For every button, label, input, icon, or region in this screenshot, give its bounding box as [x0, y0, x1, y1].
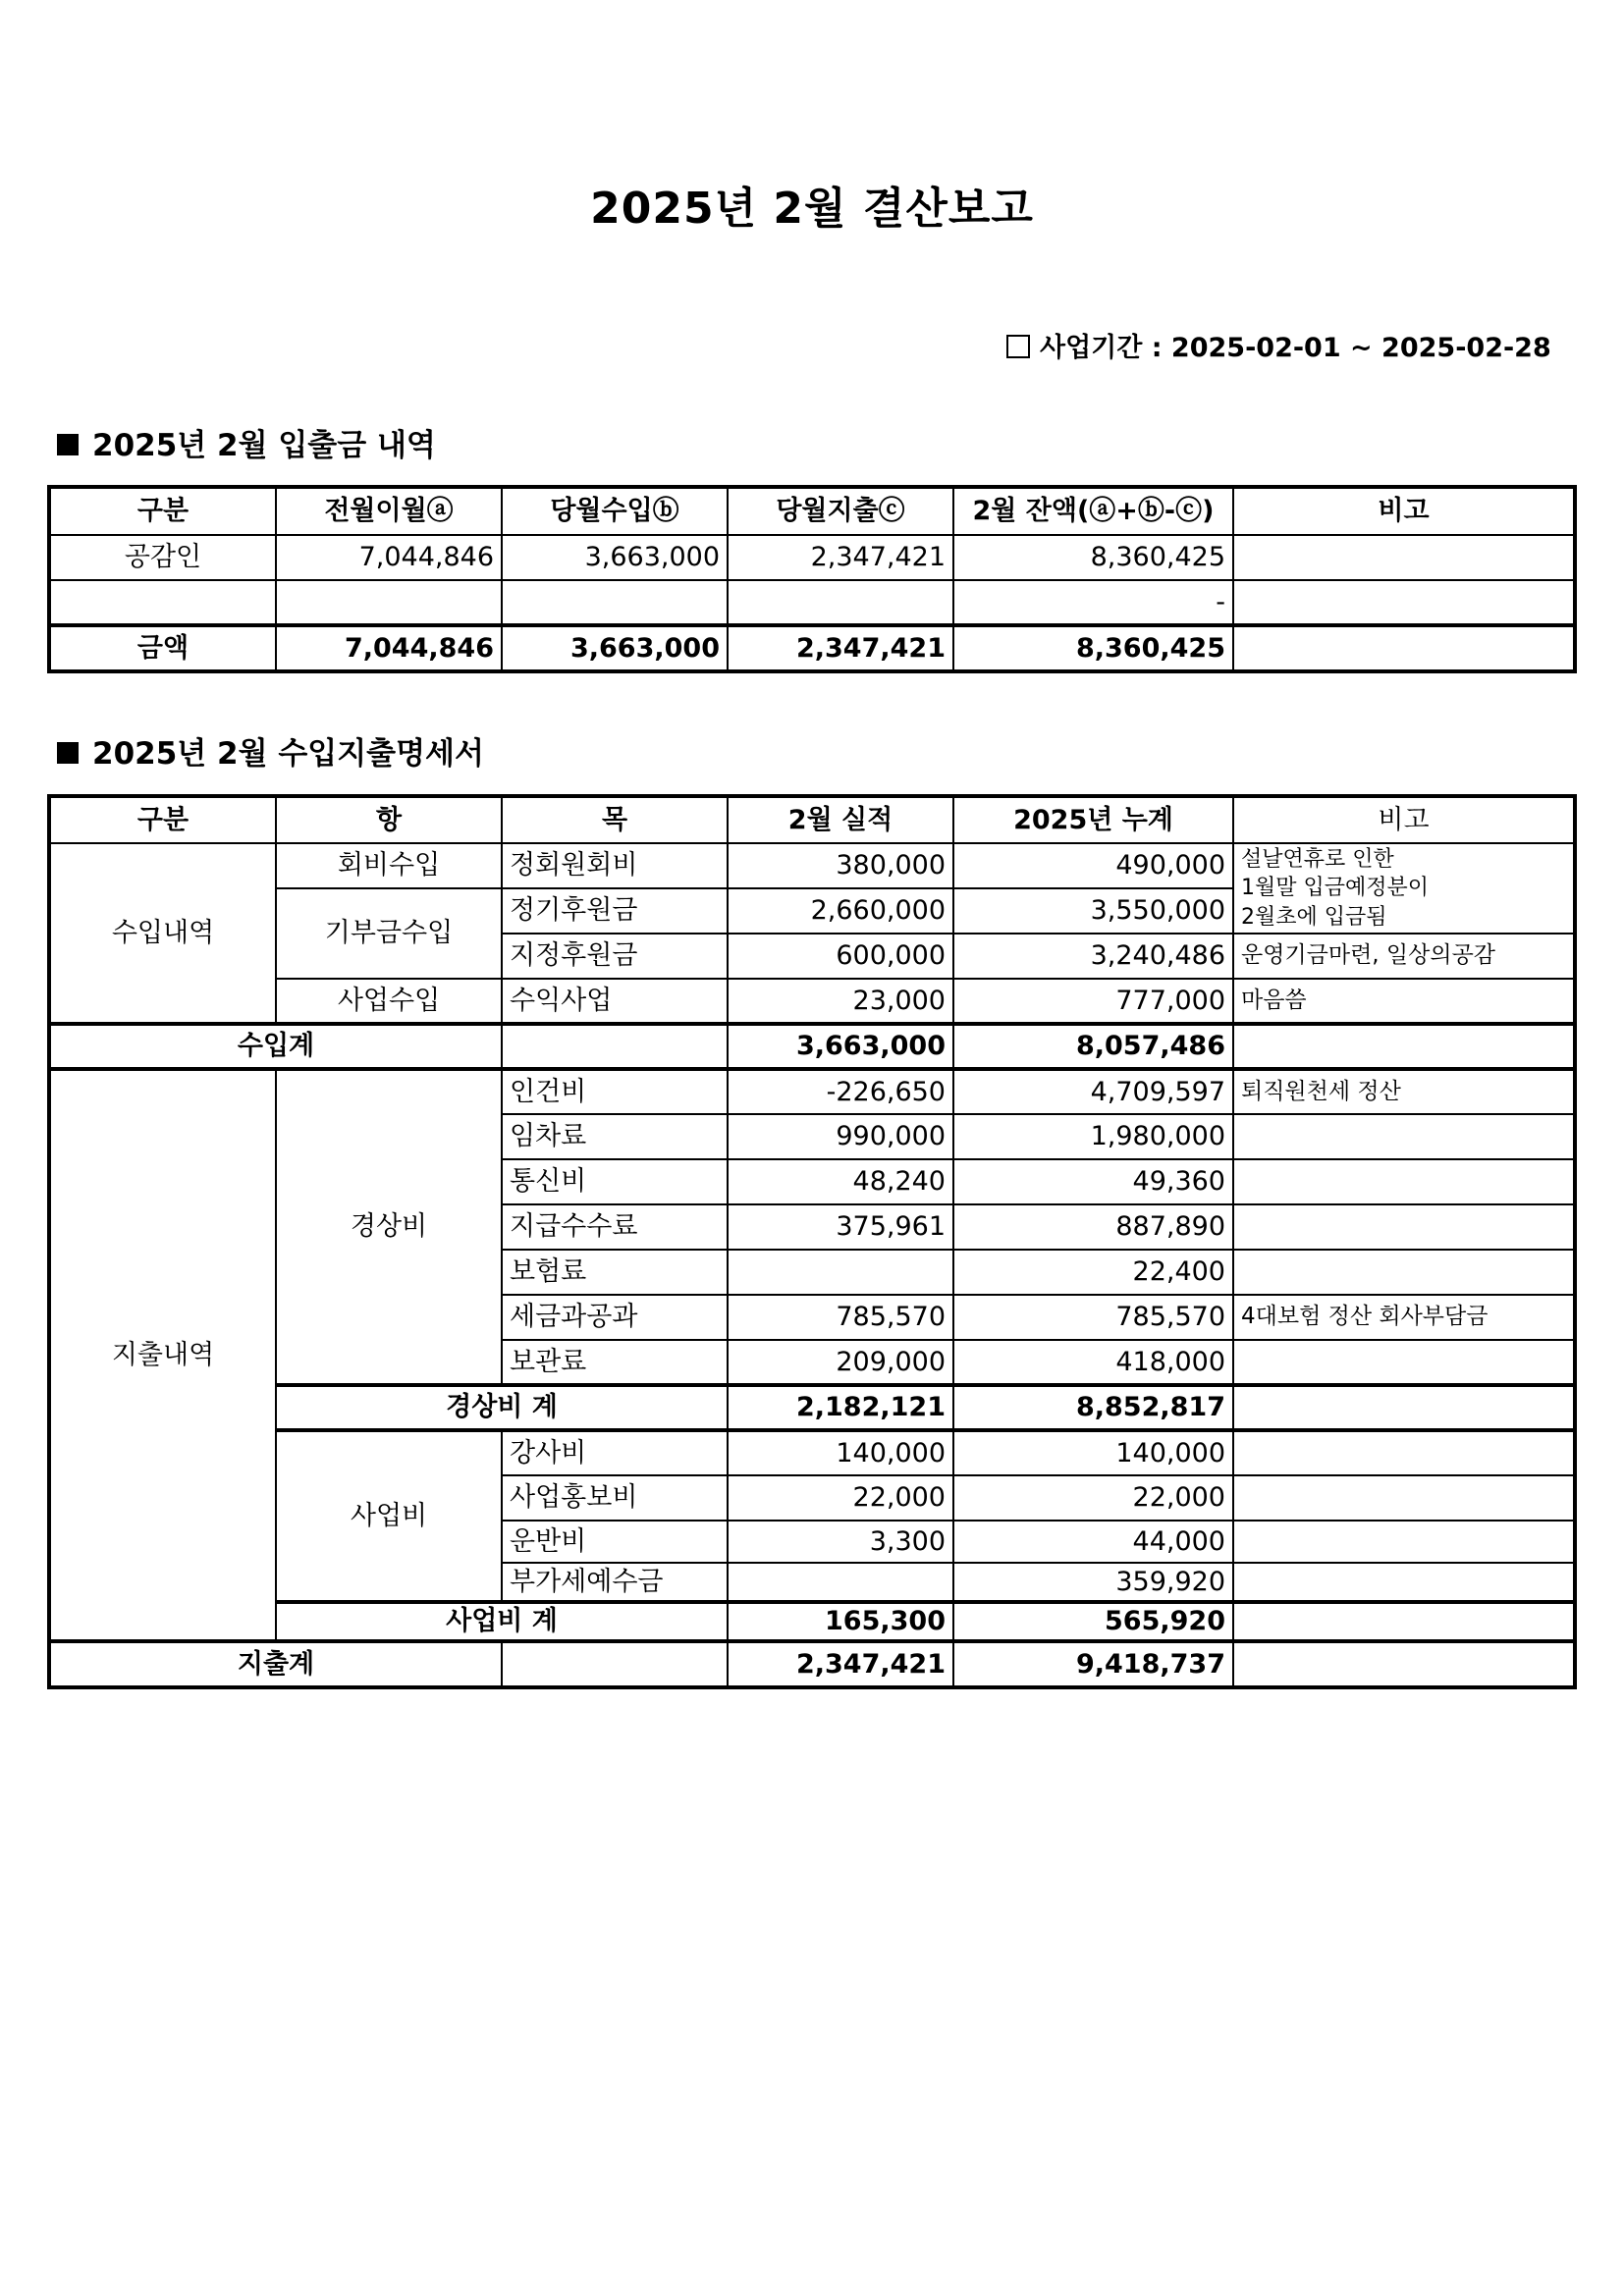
- ytd-total: 4,709,597: [953, 1069, 1233, 1114]
- month-actual: 140,000: [728, 1430, 953, 1475]
- table-header-row: [50, 488, 1574, 535]
- expense-total-remarks: [1233, 1641, 1574, 1686]
- business-subtotal-row: [50, 1602, 1574, 1641]
- ytd-total: 44,000: [953, 1521, 1233, 1563]
- item-name: 지급수수료: [502, 1204, 728, 1250]
- ytd-total: 140,000: [953, 1430, 1233, 1475]
- cell-remarks: [1233, 535, 1574, 580]
- header-ytd: 2025년 누계: [953, 797, 1233, 843]
- ytd-total: 22,000: [953, 1475, 1233, 1521]
- income-total-label: 수입계: [50, 1024, 502, 1069]
- table-row: [50, 535, 1574, 580]
- income-expense-table: [49, 796, 1575, 1687]
- cell-carryover: 7,044,846: [276, 535, 502, 580]
- cell-balance: -: [953, 580, 1233, 625]
- header-income: 당월수입ⓑ: [502, 488, 728, 535]
- operating-subtotal-remarks: [1233, 1385, 1574, 1430]
- black-square-icon: [57, 434, 79, 455]
- cell-category: 공감인: [50, 535, 276, 580]
- table-row: [50, 1430, 1574, 1475]
- table-row: [50, 1069, 1574, 1114]
- month-actual: 2,660,000: [728, 888, 953, 934]
- item-name: 임차료: [502, 1114, 728, 1159]
- header-remarks: 비고: [1233, 797, 1574, 843]
- month-actual: 380,000: [728, 843, 953, 888]
- expense-total-row: [50, 1641, 1574, 1686]
- remark: [1233, 1521, 1574, 1563]
- income-group: 사업수입: [276, 979, 502, 1024]
- income-category: 수입내역: [50, 843, 276, 1024]
- business-subtotal-month: 165,300: [728, 1602, 953, 1641]
- remark: [1233, 1250, 1574, 1295]
- cell-income: [502, 580, 728, 625]
- table-row: [50, 843, 1574, 888]
- cell-remarks: [1233, 580, 1574, 625]
- operating-subtotal-ytd: 8,852,817: [953, 1385, 1233, 1430]
- table-row: [50, 979, 1574, 1024]
- total-carryover: 7,044,846: [276, 625, 502, 670]
- month-actual: 48,240: [728, 1159, 953, 1204]
- header-item: 목: [502, 797, 728, 843]
- month-actual: 990,000: [728, 1114, 953, 1159]
- ytd-total: 418,000: [953, 1340, 1233, 1385]
- item-name: 수익사업: [502, 979, 728, 1024]
- expense-total-month: 2,347,421: [728, 1641, 953, 1686]
- ytd-total: 3,550,000: [953, 888, 1233, 934]
- header-expense: 당월지출ⓒ: [728, 488, 953, 535]
- month-actual: [728, 1563, 953, 1602]
- header-carryover: 전월이월ⓐ: [276, 488, 502, 535]
- header-month-actual: 2월 실적: [728, 797, 953, 843]
- month-actual: 600,000: [728, 934, 953, 979]
- business-period-label: 사업기간 : 2025-02-01 ~ 2025-02-28: [1040, 333, 1551, 363]
- header-category: 구분: [50, 797, 276, 843]
- remark: 4대보험 정산 회사부담금: [1233, 1295, 1574, 1340]
- total-label: 금액: [50, 625, 276, 670]
- item-name: 인건비: [502, 1069, 728, 1114]
- business-period: [1006, 326, 1551, 364]
- item-name: 세금과공과: [502, 1295, 728, 1340]
- item-name: 정회원회비: [502, 843, 728, 888]
- cell-category: [50, 580, 276, 625]
- item-name: 보험료: [502, 1250, 728, 1295]
- income-group: 기부금수입: [276, 888, 502, 979]
- remark: 운영기금마련, 일상의공감: [1233, 934, 1574, 979]
- cell-balance: 8,360,425: [953, 535, 1233, 580]
- header-category: 구분: [50, 488, 276, 535]
- expense-total-ytd: 9,418,737: [953, 1641, 1233, 1686]
- month-actual: 375,961: [728, 1204, 953, 1250]
- income-total-month: 3,663,000: [728, 1024, 953, 1069]
- section-heading-statement: 2025년 2월 수입지출명세서: [57, 728, 484, 773]
- remark: [1233, 1475, 1574, 1521]
- item-name: 운반비: [502, 1521, 728, 1563]
- month-actual: [728, 1250, 953, 1295]
- remark: [1233, 1563, 1574, 1602]
- total-income: 3,663,000: [502, 625, 728, 670]
- month-actual: 23,000: [728, 979, 953, 1024]
- income-total-item: [502, 1024, 728, 1069]
- month-actual: 3,300: [728, 1521, 953, 1563]
- remark: [1233, 1204, 1574, 1250]
- ytd-total: 785,570: [953, 1295, 1233, 1340]
- ytd-total: 22,400: [953, 1250, 1233, 1295]
- page-title: 2025년 2월 결산보고: [590, 184, 1034, 234]
- total-row: [50, 625, 1574, 670]
- header-section: 항: [276, 797, 502, 843]
- checkbox-square-icon: [1006, 335, 1030, 358]
- item-name: 사업홍보비: [502, 1475, 728, 1521]
- remark: [1233, 1430, 1574, 1475]
- expense-total-item: [502, 1641, 728, 1686]
- expense-group-business: 사업비: [276, 1430, 502, 1602]
- operating-subtotal-label: 경상비 계: [276, 1385, 728, 1430]
- ytd-total: 1,980,000: [953, 1114, 1233, 1159]
- cell-income: 3,663,000: [502, 535, 728, 580]
- operating-subtotal-month: 2,182,121: [728, 1385, 953, 1430]
- item-name: 보관료: [502, 1340, 728, 1385]
- income-total-row: [50, 1024, 1574, 1069]
- item-name: 정기후원금: [502, 888, 728, 934]
- expense-group-operating: 경상비: [276, 1069, 502, 1385]
- income-group: 회비수입: [276, 843, 502, 888]
- ytd-total: 49,360: [953, 1159, 1233, 1204]
- total-balance: 8,360,425: [953, 625, 1233, 670]
- item-name: 통신비: [502, 1159, 728, 1204]
- remark: 마음씀: [1233, 979, 1574, 1024]
- business-subtotal-ytd: 565,920: [953, 1602, 1233, 1641]
- cell-expense: [728, 580, 953, 625]
- total-remarks: [1233, 625, 1574, 670]
- ytd-total: 777,000: [953, 979, 1233, 1024]
- ytd-total: 3,240,486: [953, 934, 1233, 979]
- total-expense: 2,347,421: [728, 625, 953, 670]
- item-name: 강사비: [502, 1430, 728, 1475]
- business-subtotal-label: 사업비 계: [276, 1602, 728, 1641]
- month-actual: 209,000: [728, 1340, 953, 1385]
- table-header-row: [50, 797, 1574, 843]
- section-heading-transactions: 2025년 2월 입출금 내역: [57, 420, 436, 464]
- header-remarks: 비고: [1233, 488, 1574, 535]
- item-name: 지정후원금: [502, 934, 728, 979]
- expense-category: 지출내역: [50, 1069, 276, 1641]
- income-total-remarks: [1233, 1024, 1574, 1069]
- business-subtotal-remarks: [1233, 1602, 1574, 1641]
- item-name: 부가세예수금: [502, 1563, 728, 1602]
- month-actual: -226,650: [728, 1069, 953, 1114]
- operating-subtotal-row: [50, 1385, 1574, 1430]
- month-actual: 785,570: [728, 1295, 953, 1340]
- transactions-table: [49, 487, 1575, 671]
- expense-total-label: 지출계: [50, 1641, 502, 1686]
- header-balance: 2월 잔액(ⓐ+ⓑ-ⓒ): [953, 488, 1233, 535]
- remark-holiday-note: 설날연휴로 인한 1월말 입금예정분이 2월초에 입금됨: [1233, 843, 1574, 934]
- ytd-total: 490,000: [953, 843, 1233, 888]
- cell-expense: 2,347,421: [728, 535, 953, 580]
- table-row: [50, 580, 1574, 625]
- remark: [1233, 1114, 1574, 1159]
- income-total-ytd: 8,057,486: [953, 1024, 1233, 1069]
- remark: 퇴직원천세 정산: [1233, 1069, 1574, 1114]
- remark: [1233, 1340, 1574, 1385]
- month-actual: 22,000: [728, 1475, 953, 1521]
- black-square-icon: [57, 742, 79, 764]
- remark: [1233, 1159, 1574, 1204]
- ytd-total: 359,920: [953, 1563, 1233, 1602]
- cell-carryover: [276, 580, 502, 625]
- ytd-total: 887,890: [953, 1204, 1233, 1250]
